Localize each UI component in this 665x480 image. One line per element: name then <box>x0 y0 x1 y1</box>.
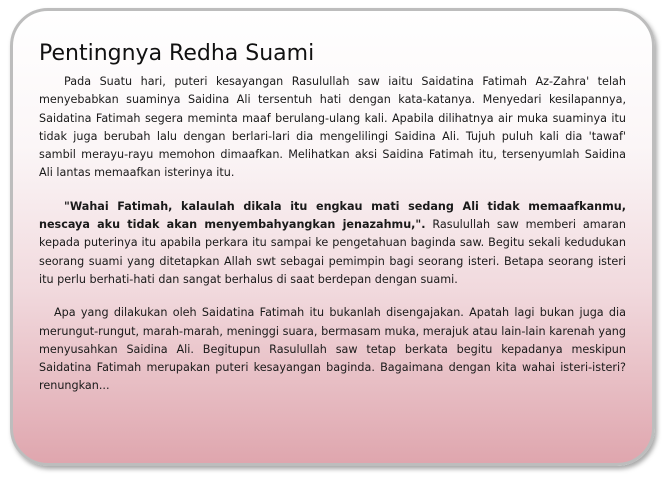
paragraph-2 <box>39 198 626 289</box>
paragraph-3: Apa yang dilakukan oleh Saidatina Fatimah itu bukanlah disengajakan. Apatah lagi bukan juga dia merungut-rungut, marah-marah, meninggi suara, bermasam muka, merajuk atau lain-lain karenah yang menyusahkan Saidina Ali. Begitupun Rasulullah saw tetap berkata begitu kepadanya meskipun Saidatina Fatimah merupakan puteri kesayangan baginda. Bagaimana dengan kita wahai isteri-isteri? renungkan... <box>39 306 626 393</box>
hadith-quote: "Wahai Fatimah, kalaulah dikala itu engkau mati sedang Ali tidak memaafkanmu, nescaya aku tidak akan menyembahyangkan jenazahmu,". <box>39 199 626 232</box>
article-title: Pentingnya Redha Suami <box>39 41 315 66</box>
article-card <box>10 8 655 466</box>
paragraph-2-body: Rasulullah saw memberi amaran kepada puterinya itu apabila perkara itu sampai ke pengetahuan baginda saw. Begitu sekali kedudukan seorang suami yang ditetapkan Allah swt sebagai pemimpin bagi seorang isteri. Betapa seorang isteri itu perlu berhati-hati dan sangat berhalus di saat berdepan dengan suami. <box>39 218 627 286</box>
paragraph-1: Pada Suatu hari, puteri kesayangan Rasulullah saw iaitu Saidatina Fatimah Az-Zahra' telah menyebabkan suaminya Saidina Ali tersentuh hati dengan kata-katanya. Menyedari kesilapannya, Saidatina Fatimah segera meminta maaf berulang-ulang kali. Apabila dilihatnya air muka suaminya itu tidak juga berubah lalu dengan berlari-lari dia mengelilingi Saidina Ali. Tujuh puluh kali dia 'tawaf' sambil merayu-rayu memohon dimaafkan. Melihatkan aksi Saidina Fatimah itu, tersenyumlah Saidina Ali lantas memaafkan isterinya itu. <box>39 75 626 180</box>
